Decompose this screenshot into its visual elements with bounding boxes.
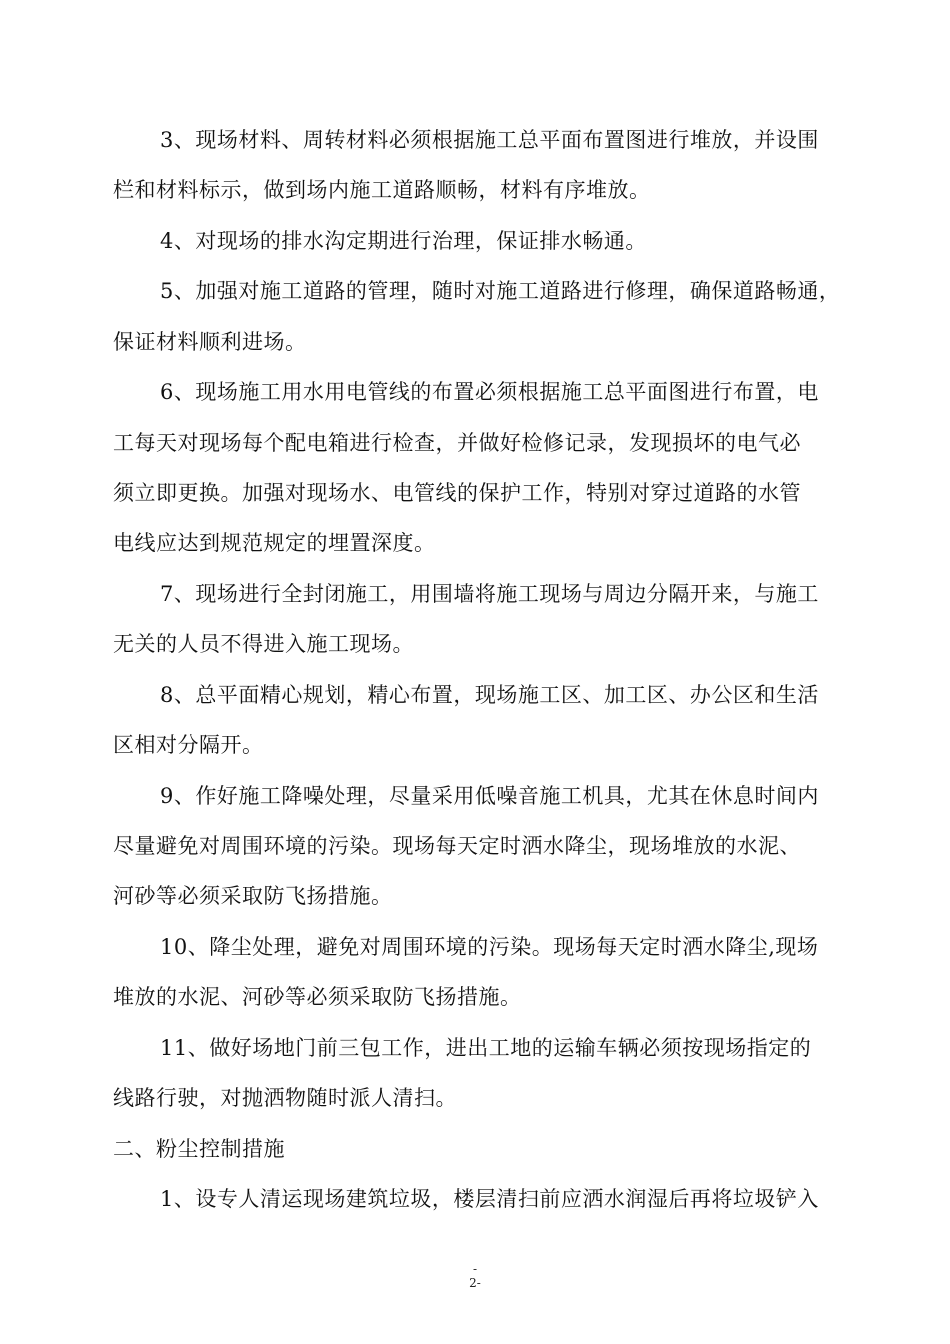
paragraph-3-line-1: 3、现场材料、周转材料必须根据施工总平面布置图进行堆放，并设围 (160, 128, 819, 152)
footer-dash: - (472, 1262, 478, 1276)
paragraph-8-line-2: 区相对分隔开。 (113, 733, 264, 757)
paragraph-8-line-1: 8、总平面精心规划，精心布置，现场施工区、加工区、办公区和生活 (160, 683, 819, 707)
paragraph-11-line-1: 11、做好场地门前三包工作，进出工地的运输车辆必须按现场指定的 (160, 1036, 812, 1060)
section-heading: 二、粉尘控制措施 (113, 1137, 285, 1161)
paragraph-9-line-2: 尽量避免对周围环境的污染。现场每天定时洒水降尘，现场堆放的水泥、 (113, 834, 801, 858)
paragraph-4-line-1: 4、对现场的排水沟定期进行治理，保证排水畅通。 (160, 229, 647, 253)
paragraph-9-line-1: 9、作好施工降噪处理，尽量采用低噪音施工机具，尤其在休息时间内 (160, 784, 819, 808)
paragraph-7-line-2: 无关的人员不得进入施工现场。 (113, 632, 414, 656)
paragraph-6-line-3: 须立即更换。加强对现场水、电管线的保护工作，特别对穿过道路的水管 (113, 481, 801, 505)
paragraph-11-line-2: 线路行驶，对抛洒物随时派人清扫。 (113, 1086, 457, 1110)
paragraph-6-line-2: 工每天对现场每个配电箱进行检查，并做好检修记录，发现损坏的电气必 (113, 431, 801, 455)
paragraph-6-line-4: 电线应达到规范规定的埋置深度。 (113, 531, 436, 555)
page-number: 2- (469, 1276, 481, 1290)
paragraph-5-line-1: 5、加强对施工道路的管理，随时对施工道路进行修理，确保道路畅通， (160, 279, 841, 303)
paragraph-7-line-1: 7、现场进行全封闭施工，用围墙将施工现场与周边分隔开来，与施工 (160, 582, 819, 606)
paragraph-10-line-2: 堆放的水泥、河砂等必须采取防飞扬措施。 (113, 985, 522, 1009)
section-paragraph-1-line-1: 1、设专人清运现场建筑垃圾，楼层清扫前应洒水润湿后再将垃圾铲入 (160, 1187, 819, 1211)
paragraph-6-line-1: 6、现场施工用水用电管线的布置必须根据施工总平面图进行布置，电 (160, 380, 819, 404)
paragraph-5-line-2: 保证材料顺利进场。 (113, 330, 307, 354)
paragraph-3-line-2: 栏和材料标示，做到场内施工道路顺畅，材料有序堆放。 (113, 178, 651, 202)
paragraph-9-line-3: 河砂等必须采取防飞扬措施。 (113, 884, 393, 908)
paragraph-10-line-1: 10、降尘处理，避免对周围环境的污染。现场每天定时洒水降尘,现场 (160, 935, 819, 959)
